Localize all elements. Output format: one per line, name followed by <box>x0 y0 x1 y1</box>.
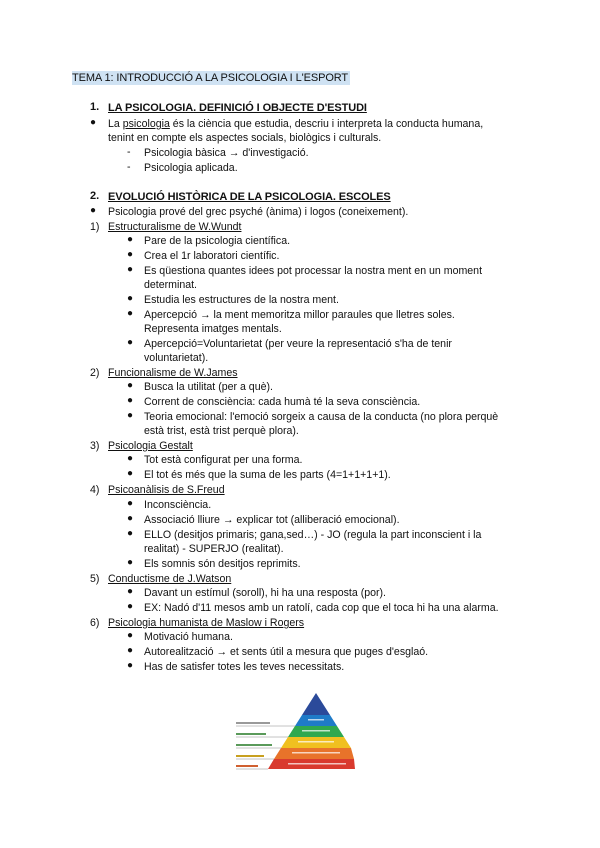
school-line: Representa imatges mentals. <box>144 323 282 335</box>
school-line: ELLO (desitjos primaris; gana,sed…) - JO (regula la part inconscient i la <box>144 529 482 541</box>
school-line: està trist, està trist perquè plora). <box>144 425 299 437</box>
bullet-icon: ● <box>127 645 134 656</box>
bullet-icon: ● <box>127 234 134 245</box>
bullet-icon: ● <box>127 308 134 319</box>
school-line: Estudia les estructures de la nostra ment. <box>144 294 339 306</box>
school-line: Els somnis són desitjos reprimits. <box>144 558 301 570</box>
document-title: TEMA 1: INTRODUCCIÓ A LA PSICOLOGIA I L'ESPORT <box>72 72 349 84</box>
bullet-icon: ● <box>127 468 134 479</box>
school-line: Es qüestiona quantes idees pot processar la nostra ment en un moment <box>144 265 483 277</box>
bullet-icon: ● <box>127 557 134 568</box>
bullet-icon: ● <box>90 117 97 128</box>
bullet-icon: ● <box>90 205 97 216</box>
section-2-intro: Psicologia prové del grec psyché (ànima) i logos (coneixement). <box>108 206 409 218</box>
school-number: 5) <box>90 573 100 585</box>
school-name: Funcionalisme de W.James <box>108 367 238 379</box>
bullet-icon: ● <box>127 586 134 597</box>
school-name: Psicologia humanista de Maslow i Rogers <box>108 617 305 629</box>
section-1-item: Psicologia aplicada. <box>144 162 238 174</box>
school-line: determinat. <box>144 279 197 291</box>
section-2-number: 2. <box>90 190 100 202</box>
definition-pre: La <box>108 118 123 130</box>
school-line: Davant un estímul (soroll), hi ha una resposta (por). <box>144 587 387 599</box>
school-number: 1) <box>90 221 100 233</box>
school-line: realitat) - SUPERJO (realitat). <box>144 543 284 555</box>
bullet-icon: ● <box>127 264 134 275</box>
maslow-pyramid-image <box>232 691 356 771</box>
school-line: Apercepció → la ment memoritza millor paraules que lletres soles. <box>144 309 455 321</box>
bullet-icon: ● <box>127 395 134 406</box>
school-name: Psicoanàlisis de S.Freud <box>108 484 225 496</box>
dash-marker: - <box>127 146 131 158</box>
school-name: Psicologia Gestalt <box>108 440 193 452</box>
section-2-heading: EVOLUCIÓ HISTÒRICA DE LA PSICOLOGIA. ESCOLES <box>108 191 391 203</box>
section-1-number: 1. <box>90 101 100 113</box>
bullet-icon: ● <box>127 293 134 304</box>
school-line: Autorealització → et sents útil a mesura que puges d'esglaó. <box>144 646 429 658</box>
bullet-icon: ● <box>127 453 134 464</box>
bullet-icon: ● <box>127 513 134 524</box>
school-line: Busca la utilitat (per a què). <box>144 381 273 393</box>
definition-term: psicologia <box>122 118 170 130</box>
school-line: Motivació humana. <box>144 631 233 643</box>
bullet-icon: ● <box>127 249 134 260</box>
bullet-icon: ● <box>127 498 134 509</box>
bullet-icon: ● <box>127 630 134 641</box>
school-line: Tot està configurat per una forma. <box>144 454 303 466</box>
bullet-icon: ● <box>127 337 134 348</box>
school-number: 3) <box>90 440 100 452</box>
bullet-icon: ● <box>127 660 134 671</box>
bullet-icon: ● <box>127 601 134 612</box>
definition-continuation: tenint en compte els aspectes socials, biològics i culturals. <box>108 132 382 144</box>
school-line: Pare de la psicologia científica. <box>144 235 291 247</box>
school-line: Apercepció=Voluntarietat (per veure la representació s'ha de tenir <box>144 338 452 350</box>
school-number: 2) <box>90 367 100 379</box>
school-line: El tot és més que la suma de les parts (4=1+1+1+1). <box>144 469 391 481</box>
school-line: Teoria emocional: l'emoció sorgeix a causa de la conducta (no plora perquè <box>144 411 499 423</box>
school-line: Corrent de consciència: cada humà té la seva consciència. <box>144 396 421 408</box>
bullet-icon: ● <box>127 380 134 391</box>
school-line: EX: Nadó d'11 mesos amb un ratolí, cada cop que el toca hi ha una alarma. <box>144 602 499 614</box>
bullet-icon: ● <box>127 528 134 539</box>
school-number: 4) <box>90 484 100 496</box>
school-line: Associació lliure → explicar tot (alliberació emocional). <box>144 514 400 526</box>
section-1-item: Psicologia bàsica → d'investigació. <box>144 147 309 159</box>
school-line: Inconsciència. <box>144 499 212 511</box>
definition-line <box>108 117 483 131</box>
bullet-icon: ● <box>127 410 134 421</box>
school-line: Crea el 1r laboratori científic. <box>144 250 280 262</box>
school-name: Estructuralisme de W.Wundt <box>108 221 242 233</box>
dash-marker: - <box>127 161 131 173</box>
school-line: voluntarietat). <box>144 352 209 364</box>
school-number: 6) <box>90 617 100 629</box>
section-1-heading: LA PSICOLOGIA. DEFINICIÓ I OBJECTE D'ESTUDI <box>108 102 367 114</box>
school-line: Has de satisfer totes les teves necessitats. <box>144 661 345 673</box>
school-name: Conductisme de J.Watson <box>108 573 232 585</box>
definition-post: és la ciència que estudia, descriu i interpreta la conducta humana, <box>169 118 484 130</box>
